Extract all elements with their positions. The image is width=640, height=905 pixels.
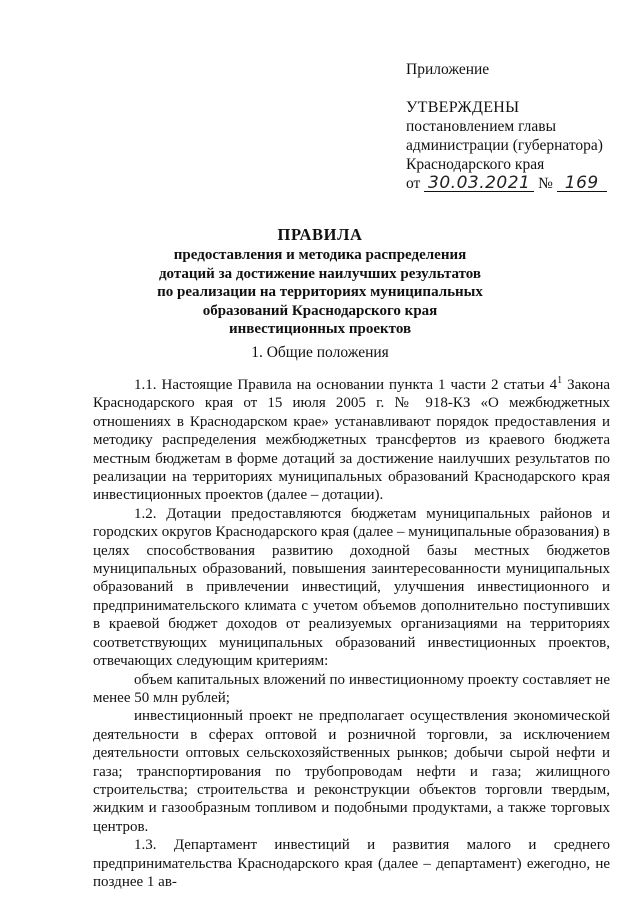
title-line-4: образований Краснодарского края xyxy=(202,302,438,319)
approval-date: 30.03.2021 xyxy=(424,175,534,192)
approval-line-3: Краснодарского края xyxy=(406,156,545,173)
from-label: от xyxy=(406,175,421,192)
approved-label: УТВЕРЖДЕНЫ xyxy=(406,99,520,116)
title-line-1: предоставления и методика распределения xyxy=(173,247,467,263)
title-line-5: инвестиционных проектов xyxy=(228,321,412,337)
approval-block xyxy=(406,60,626,193)
document-title xyxy=(100,224,540,339)
approval-line-2: администрации (губернатора) xyxy=(406,137,603,154)
approval-line-1: постановлением главы xyxy=(406,118,556,135)
appendix-label: Приложение xyxy=(406,61,490,78)
document-body xyxy=(93,376,610,891)
criterion-2: инвестиционный проект не предполагает осуществления экономической деятельности в сферах оптовой и розничной торговли, за исключением деятельности оптовых сельскохозяйственных рынков; добычи сырой нефти и газа; транспортирования по трубопроводам нефти и газа; жилищного строительства; строительства и реконструкции объектов торговли твердым, жидким и газообразным топливом и подобными продуктами, а также торговых центров. xyxy=(93,708,610,835)
criterion-1: объем капитальных вложений по инвестиционному проекту составляет не менее 50 млн рублей; xyxy=(93,671,610,706)
paragraph-1-3: 1.3. Департамент инвестиций и развития малого и среднего предпринимательства Краснодарского края (далее – департамент) ежегодно, не позднее 1 ав- xyxy=(93,837,610,890)
title-line-3: по реализации на территориях муниципальных xyxy=(157,284,483,300)
paragraph-1-2: 1.2. Дотации предоставляются бюджетам муниципальных районов и городских округов Краснодарского края (далее – муниципальные образования) в целях способствования развитию доходной базы местных бюджетов муниципальных образований, повышения заинтересованности муниципальных образований в привлечении инвестиций, улучшения инвестиционного и предпринимательского климата с учетом объемов дополнительно поступивших в краевой бюджет доходов от реализуемых организациями на территориях соответствующих муниципальных образований инвестиционных проектов, отвечающих следующим критериям: xyxy=(93,505,610,670)
article-superscript: 1 xyxy=(557,375,563,386)
approval-date-line xyxy=(406,174,626,193)
title-line-2: дотаций за достижение наилучших результатов xyxy=(158,265,482,282)
paragraph-1-1 xyxy=(93,376,610,505)
number-label: № xyxy=(538,175,553,192)
paragraph-1-1-start: 1.1. Настоящие Правила на основании пункта 1 части 2 статьи 4 xyxy=(134,377,558,393)
section-heading: 1. Общие положения xyxy=(251,344,389,361)
title-main: ПРАВИЛА xyxy=(277,225,363,244)
approval-number: 169 xyxy=(557,175,607,192)
paragraph-1-1-rest: Закона Краснодарского края от 15 июля 2005 г. № 918-КЗ «О межбюджетных отношениях в Краснодарском крае» устанавливают порядок предоставления и методику распределения межбюджетных трансфертов из краевого бюджета местным бюджетам в форме дотаций за достижение наилучших результатов по реализации на территориях муниципальных образований Краснодарского края инвестиционных проектов (далее – дотации). xyxy=(93,377,610,504)
